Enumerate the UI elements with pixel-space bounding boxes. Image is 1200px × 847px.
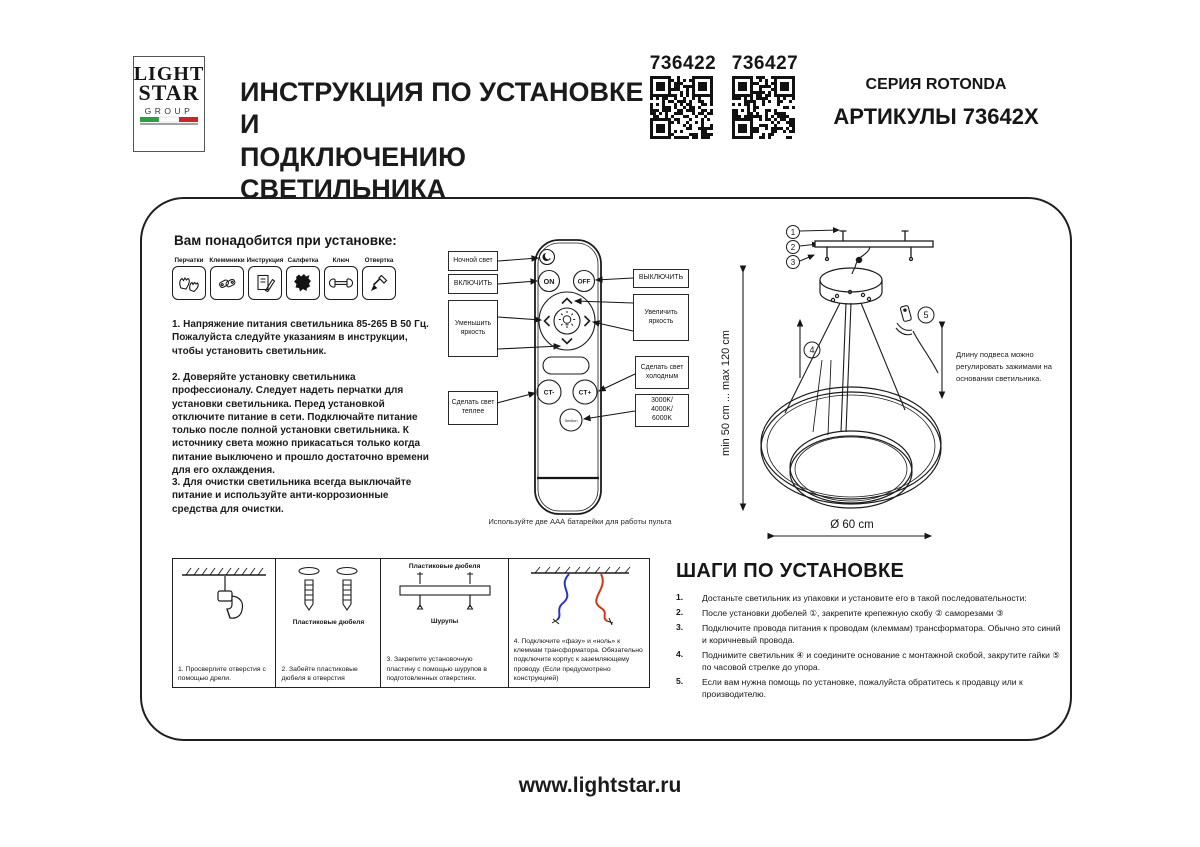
callout-num-3: 3 xyxy=(790,257,796,267)
tool-gloves xyxy=(172,257,206,300)
qr-label-2: 736427 xyxy=(731,53,799,74)
napkin-icon xyxy=(291,271,315,295)
bulb-icon xyxy=(559,311,575,328)
lamp-rings xyxy=(761,360,941,508)
step-3-text: Подключите провода питания к проводам (клеммам) трансформатора. Обычно это синий и коричневый провода. xyxy=(702,623,1061,646)
qr-code-736427 xyxy=(732,76,798,142)
arrow-down-icon xyxy=(562,339,572,344)
tool-label-wrench: Ключ xyxy=(332,257,350,264)
step-4 xyxy=(676,649,1064,673)
kelvin-line-2: 4000K/ xyxy=(651,406,673,414)
warning-1: 1. Напряжение питания светильника 85-265 В 50 Гц. Пожалуйста следуйте указаниям в инструкции, чтобы установить светильник. xyxy=(172,319,429,357)
warning-2: 2. Доверяйте установку светильника профессионалу. Следует надеть перчатки для установки светильника. Перед установкой отключите питание в сети. Подключайте питание только после полной установки светильника. К источнику света можно прикасаться только когда питание выключено и прошло достаточно времени для его охлаждения. xyxy=(172,372,429,477)
tool-box-manual xyxy=(248,266,282,300)
off-button-label: OFF xyxy=(577,278,591,286)
vertical-dimension-label: min 50 cm ... max 120 cm xyxy=(720,330,732,456)
tool-manual xyxy=(248,257,282,300)
ceiling-bracket xyxy=(815,231,933,274)
step-1-text: Достаньте светильник из упаковки и установите его в такой последовательности: xyxy=(702,593,1027,603)
dowels-icon xyxy=(281,563,375,619)
install-panel-1 xyxy=(173,559,275,687)
diameter-label: Ø 60 cm xyxy=(830,519,874,531)
callout-num-2: 2 xyxy=(790,242,796,252)
step-5 xyxy=(676,676,1064,700)
italian-flag-bar xyxy=(140,116,198,126)
tools-heading: Вам понадобится при установке: xyxy=(174,233,397,248)
canopy xyxy=(820,268,882,304)
step-2 xyxy=(676,607,1064,619)
wrench-icon xyxy=(328,271,354,295)
install-panel-2 xyxy=(275,559,380,687)
tool-label-screwdriver: Отвертка xyxy=(364,257,394,264)
logo-group: GROUP xyxy=(144,105,194,116)
install-panel-3 xyxy=(380,559,507,687)
section-button-label: Section xyxy=(564,417,578,423)
kelvin-line-3: 6000K xyxy=(652,414,672,422)
callout-num-1: 1 xyxy=(790,227,796,237)
series-name: СЕРИЯ ROTONDA xyxy=(865,76,1007,93)
tool-box-gloves xyxy=(172,266,206,300)
moon-icon xyxy=(543,252,553,261)
callout-decrease-brightness: Уменьшить яркость xyxy=(448,300,498,357)
page-title-line1: ИНСТРУКЦИЯ ПО УСТАНОВКЕ И xyxy=(240,77,644,140)
suspension-cables xyxy=(785,303,905,432)
install-panel-3-caption: 3. Закрепите установочную пластину с помощью шурупов в подготовленных отверстиях. xyxy=(386,656,487,682)
mounting-plate-icon xyxy=(390,570,500,618)
kelvin-line-1: 3000K/ xyxy=(651,397,673,405)
step-2-num: 2. xyxy=(676,607,684,618)
tool-box-napkin xyxy=(286,266,320,300)
tool-box-screwdriver xyxy=(362,266,396,300)
drill-ceiling-icon xyxy=(178,563,270,635)
terminals-icon xyxy=(215,271,239,295)
page-title xyxy=(240,76,660,206)
manual-icon xyxy=(253,271,277,295)
logo-star: STAR xyxy=(138,80,200,106)
installation-steps xyxy=(676,560,1064,703)
step-5-num: 5. xyxy=(676,676,684,687)
step-4-num: 4. xyxy=(676,649,684,660)
step-1-num: 1. xyxy=(676,592,684,602)
website-url: www.lightstar.ru xyxy=(518,774,682,797)
on-button-label: ON xyxy=(543,276,555,286)
qr-code-736422 xyxy=(650,76,716,142)
tool-napkin xyxy=(286,257,320,300)
lightstar-logo xyxy=(133,56,205,152)
tool-label-terminals: Клеммники xyxy=(209,257,245,264)
screwdriver-icon xyxy=(367,271,391,295)
ct-plus-label: CT+ xyxy=(578,389,592,397)
diameter-dimension xyxy=(774,519,931,536)
step-3-num: 3. xyxy=(676,622,684,633)
callout-num-5: 5 xyxy=(923,310,929,321)
arrow-left-icon xyxy=(545,316,550,326)
page-title-line2: ПОДКЛЮЧЕНИЮ СВЕТИЛЬНИКА xyxy=(240,141,466,205)
callout-night-light: Ночной свет xyxy=(448,251,498,271)
callout-warmer-light: Сделать свет теплее xyxy=(448,391,498,425)
warning-3: 3. Для очистки светильника всегда выключайте питание и используйте анти-коррозионные средства для очистки. xyxy=(172,477,412,515)
vertical-dimension xyxy=(720,272,743,510)
tool-label-manual: Инструкция xyxy=(246,257,284,264)
qr-label-1: 736422 xyxy=(649,53,717,74)
tool-screwdriver xyxy=(362,257,396,300)
steps-heading: ШАГИ ПО УСТАНОВКЕ xyxy=(676,560,905,582)
arrow-right-icon xyxy=(585,316,590,326)
step-1 xyxy=(676,592,1064,604)
callout-turn-on: ВКЛЮЧИТЬ xyxy=(448,274,498,294)
install-panel-4-caption: 4. Подключите «фазу» и «ноль» к клеммам трансформатора. Обязательно подключите корпус к заземляющему проводу. (Если предусмотрено конструкцией) xyxy=(513,638,643,682)
pill-button xyxy=(543,357,589,374)
dpad-ring xyxy=(539,292,595,350)
install-panels xyxy=(172,558,650,688)
install-panel-1-caption: 1. Просверлите отверстия с помощью дрели. xyxy=(178,665,266,682)
lamp-adjust-note: Длину подвеса можно регулировать зажимами на основании светильника. xyxy=(956,350,1052,383)
callout-turn-off: ВЫКЛЮЧИТЬ xyxy=(633,269,689,288)
tool-wrench xyxy=(324,257,358,300)
install-panel-3-label-top: Пластиковые дюбеля xyxy=(408,563,481,570)
callout-increase-brightness: Увеличить яркость xyxy=(633,294,689,341)
install-panel-2-caption: 2. Забейте пластиковые дюбеля в отверстия xyxy=(281,665,358,682)
hand-with-remote xyxy=(896,305,938,373)
tool-label-gloves: Перчатки xyxy=(174,257,204,264)
install-panel-4 xyxy=(508,559,649,687)
gloves-icon xyxy=(177,271,201,295)
articles-code: АРТИКУЛЫ 73642X xyxy=(833,104,1039,129)
ct-minus-label: CT- xyxy=(543,389,555,397)
battery-note: Используйте две ААА батарейки для работы пульта xyxy=(488,517,672,526)
callout-colder-light: Сделать свет холодным xyxy=(635,356,689,389)
install-panel-2-label: Пластиковые дюбеля xyxy=(292,619,365,626)
callout-kelvin xyxy=(635,394,689,427)
callout-num-4: 4 xyxy=(809,345,815,356)
step-3 xyxy=(676,622,1064,646)
step-5-text: Если вам нужна помощь по установке, пожалуйста обратитесь к продавцу или к производителю. xyxy=(702,677,1023,700)
tool-box-terminals xyxy=(210,266,244,300)
tool-label-napkin: Салфетка xyxy=(287,257,319,264)
tool-box-wrench xyxy=(324,266,358,300)
wires-icon xyxy=(517,563,641,625)
tools-row xyxy=(172,257,396,300)
install-panel-3-label-mid: Шурупы xyxy=(430,618,459,625)
step-2-text: После установки дюбелей ①, закрепите крепежную скобу ② саморезами ③ xyxy=(702,608,1004,619)
step-4-text: Поднимите светильник ④ и соедините основание с монтажной скобой, закрутите гайки ⑤ по часовой стрелке до упора. xyxy=(702,650,1060,673)
arrow-up-icon xyxy=(562,299,572,304)
tool-terminals xyxy=(210,257,244,300)
logo-light: LIGHT xyxy=(133,63,205,85)
